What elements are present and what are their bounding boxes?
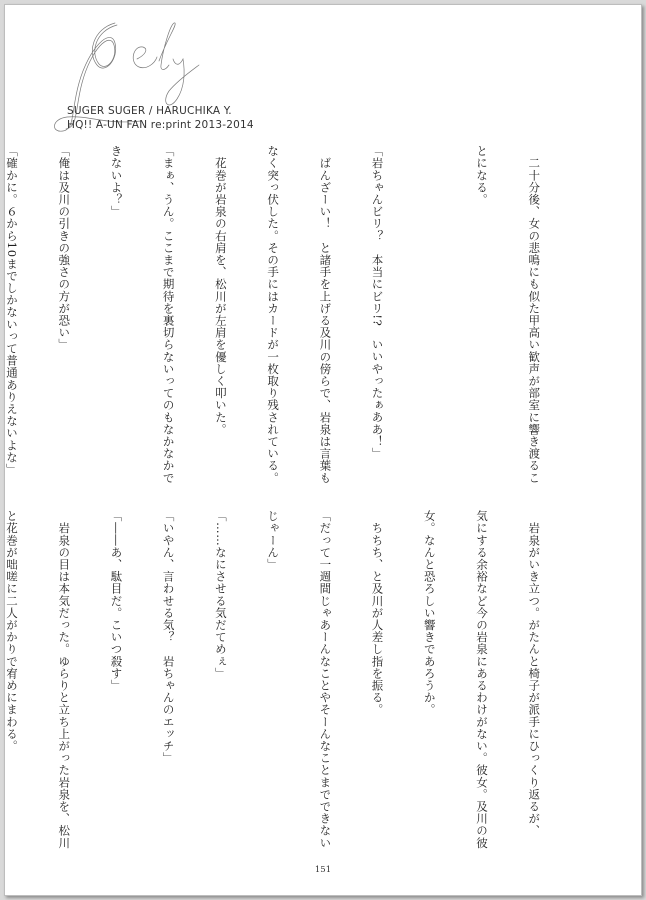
- text-line: 岩泉の目は本気だった。ゆらりと立ち上がった岩泉を、松川: [57, 510, 72, 849]
- header-title: SUGER SUGER / HARUCHIKA Y.: [67, 105, 232, 117]
- upper-text-block: [4, 145, 577, 484]
- page-number: 151: [314, 865, 332, 875]
- text-line: ちちち、と及川が人差し指を振る。: [370, 510, 385, 716]
- text-line: 岩泉がいき立つ。がたんと椅子が派手にひっくり返るが、: [527, 510, 542, 837]
- text-line: 気にする余裕など今の岩泉にあるわけがない。彼女。及川の彼: [474, 510, 489, 849]
- text-line: ばんざーい！ と諸手を上げる及川の傍らで、岩泉は言葉も: [318, 145, 333, 484]
- text-line: 「――あ、駄目だ。こいつ殺す」: [109, 510, 124, 692]
- text-line: じゃーん」: [266, 510, 281, 571]
- text-line: [420, 145, 437, 477]
- text-line: なく突っ伏した。その手にはカードが一枚取り残されている。: [266, 145, 281, 484]
- text-line: 「……なにさせる気だてめぇ」: [213, 510, 228, 680]
- book-page: [4, 4, 642, 896]
- text-line: と花巻が咄嗟に二人がかりで宥めにまわる。: [5, 510, 19, 752]
- text-line: 「だって一週間じゃあーんなことやそーんなことまでできない: [318, 510, 333, 849]
- text-line: 「いやん、言わせる気？ 岩ちゃんのエッチ」: [161, 510, 176, 765]
- text-line: きないよ？」: [109, 145, 124, 218]
- text-line: 花巻が岩泉の右肩を、松川が左肩を優しく叩いた。: [213, 145, 228, 436]
- text-line: とになる。: [474, 145, 489, 206]
- text-line: 「俺は及川の引きの強さの方が恐い」: [57, 145, 72, 351]
- text-line: 「確かに。６から10までしかないって普通ありえないよな」: [5, 145, 19, 476]
- text-line: 「まぁ、うん。ここまで期待を裏切らないってのもなかなかで: [161, 145, 176, 484]
- header-subtitle: HQ!! A-UN FAN re:print 2013-2014: [67, 119, 254, 131]
- lower-text-block: [4, 510, 577, 849]
- text-line: 女。なんと恐ろしい響きであろうか。: [422, 510, 437, 716]
- text-line: 「岩ちゃんビリ？ 本当にビリ!? いいやったぁああ！」: [370, 145, 385, 460]
- text-line: 二十分後、女の悲鳴にも似た甲高い歓声が部室に響き渡るこ: [527, 145, 542, 484]
